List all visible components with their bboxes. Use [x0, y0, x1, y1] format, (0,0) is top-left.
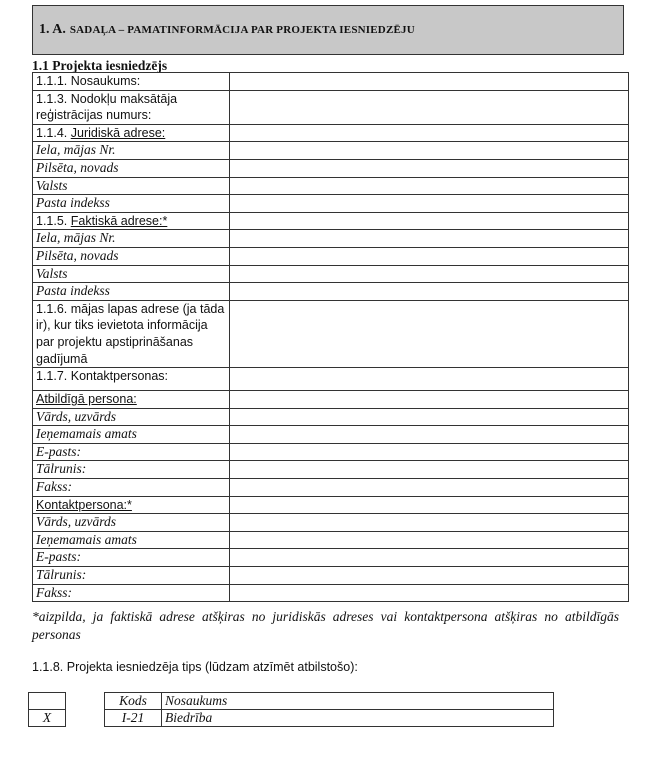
form-row — [33, 90, 629, 124]
form-row-label: Pilsēta, novads — [33, 159, 230, 177]
footnote: *aizpilda, ja faktiskā adrese atšķiras no juridiskās adreses vai kontaktpersona atšķiras no atbildīgās personas — [32, 609, 619, 642]
applicant-type-question: 1.1.8. Projekta iesniedzēja tips (lūdzam atzīmēt atbilstošo): — [32, 660, 358, 674]
form-row-value-field[interactable] — [230, 496, 629, 514]
form-row-label-underlined: Kontaktpersona:* — [36, 497, 132, 512]
form-row-value-field[interactable] — [230, 426, 629, 444]
form-row-label: Iela, mājas Nr. — [33, 142, 230, 160]
section-heading: SADAĻA – PAMATINFORMĀCIJA PAR PROJEKTA IESNIEDZĒJU — [69, 24, 415, 36]
form-row-label: Fakss: — [33, 584, 230, 602]
form-row-value-field[interactable] — [230, 212, 629, 230]
form-row-label: Vārds, uzvārds — [33, 514, 230, 532]
form-row-label: Tālrunis: — [33, 567, 230, 585]
form-row — [33, 461, 629, 479]
form-row-value-field[interactable] — [230, 584, 629, 602]
form-row-label: 1.1.7. Kontaktpersonas: — [33, 368, 230, 391]
form-row — [33, 142, 629, 160]
form-row-value-field[interactable] — [230, 443, 629, 461]
form-row — [33, 531, 629, 549]
form-row-label-underlined: Juridiskā adrese: — [70, 125, 166, 140]
codes-header-name: Nosaukums — [162, 693, 554, 710]
form-row — [33, 265, 629, 283]
form-row-value-field[interactable] — [230, 177, 629, 195]
code-cell: I-21 — [105, 710, 162, 727]
form-row-label: Valsts — [33, 265, 230, 283]
form-row-label — [33, 391, 230, 409]
form-row-label: Ieņemamais amats — [33, 426, 230, 444]
form-row-label — [33, 496, 230, 514]
form-row-label: 1.1.5. Faktiskā adrese:* — [33, 212, 230, 230]
codes-header-code: Kods — [105, 693, 162, 710]
form-row-value-field[interactable] — [230, 124, 629, 142]
form-row — [33, 496, 629, 514]
form-row — [33, 177, 629, 195]
form-row-label: Pasta indekss — [33, 283, 230, 301]
form-row-value-field[interactable] — [230, 142, 629, 160]
name-cell: Biedrība — [162, 710, 554, 727]
form-row — [33, 391, 629, 409]
section-header — [32, 5, 624, 55]
applicant-type-checkbox[interactable]: X — [29, 710, 66, 727]
form-row-value-field[interactable] — [230, 247, 629, 265]
form-row-value-field[interactable] — [230, 514, 629, 532]
form-row-label-underlined: Faktiskā adrese:* — [70, 213, 168, 228]
form-row — [33, 283, 629, 301]
form-row-label: Iela, mājas Nr. — [33, 230, 230, 248]
subsection-title: 1.1 Projekta iesniedzējs — [32, 58, 168, 73]
form-row-label: Pasta indekss — [33, 195, 230, 213]
form-row-label: Valsts — [33, 177, 230, 195]
form-row-label: E-pasts: — [33, 443, 230, 461]
section-number: 1. A. — [39, 22, 66, 37]
form-row-value-field[interactable] — [230, 73, 629, 91]
form-row — [33, 584, 629, 602]
form-row — [33, 567, 629, 585]
form-row-label: Tālrunis: — [33, 461, 230, 479]
form-row-label: 1.1.6. mājas lapas adrese (ja tāda ir), kur tiks ievietota informācija par projektu apstiprināšanas gadījumā — [33, 300, 230, 367]
form-row — [33, 368, 629, 391]
form-row-value-field[interactable] — [230, 283, 629, 301]
form-row-value-field[interactable] — [230, 531, 629, 549]
form-row — [33, 479, 629, 497]
form-row-label: Vārds, uzvārds — [33, 408, 230, 426]
form-row — [33, 247, 629, 265]
form-row — [33, 443, 629, 461]
form-row-value-field[interactable] — [230, 265, 629, 283]
form-row-value-field[interactable] — [230, 159, 629, 177]
checkbox-header-cell — [29, 693, 66, 710]
form-row — [33, 73, 629, 91]
form-row — [33, 514, 629, 532]
form-row-label: 1.1.1. Nosaukums: — [33, 73, 230, 91]
form-row — [33, 195, 629, 213]
form-row — [33, 408, 629, 426]
form-row-value-field[interactable] — [230, 549, 629, 567]
form-row-label: Ieņemamais amats — [33, 531, 230, 549]
form-row-label: Fakss: — [33, 479, 230, 497]
form-row-value-field[interactable] — [230, 461, 629, 479]
form-row-value-field[interactable] — [230, 90, 629, 124]
form-row-label: 1.1.4. Juridiskā adrese: — [33, 124, 230, 142]
applicant-type-checkbox-table — [28, 692, 66, 727]
form-row-label-underlined: Atbildīgā persona: — [36, 392, 137, 407]
form-row-value-field[interactable] — [230, 230, 629, 248]
form-row-label: E-pasts: — [33, 549, 230, 567]
form-row-label: Pilsēta, novads — [33, 247, 230, 265]
applicant-type-codes-table — [104, 692, 554, 727]
form-row — [33, 230, 629, 248]
form-row-value-field[interactable] — [230, 195, 629, 213]
form-row-value-field[interactable] — [230, 408, 629, 426]
form-row — [33, 426, 629, 444]
applicant-form-table — [32, 72, 629, 602]
form-row — [33, 159, 629, 177]
form-row-value-field[interactable] — [230, 368, 629, 391]
form-row-value-field[interactable] — [230, 479, 629, 497]
form-row-value-field[interactable] — [230, 567, 629, 585]
form-row — [33, 124, 629, 142]
form-row-label: 1.1.3. Nodokļu maksātāja reģistrācijas numurs: — [33, 90, 230, 124]
form-row — [33, 549, 629, 567]
form-row — [33, 300, 629, 367]
form-row-value-field[interactable] — [230, 300, 629, 367]
form-row — [33, 212, 629, 230]
form-row-value-field[interactable] — [230, 391, 629, 409]
